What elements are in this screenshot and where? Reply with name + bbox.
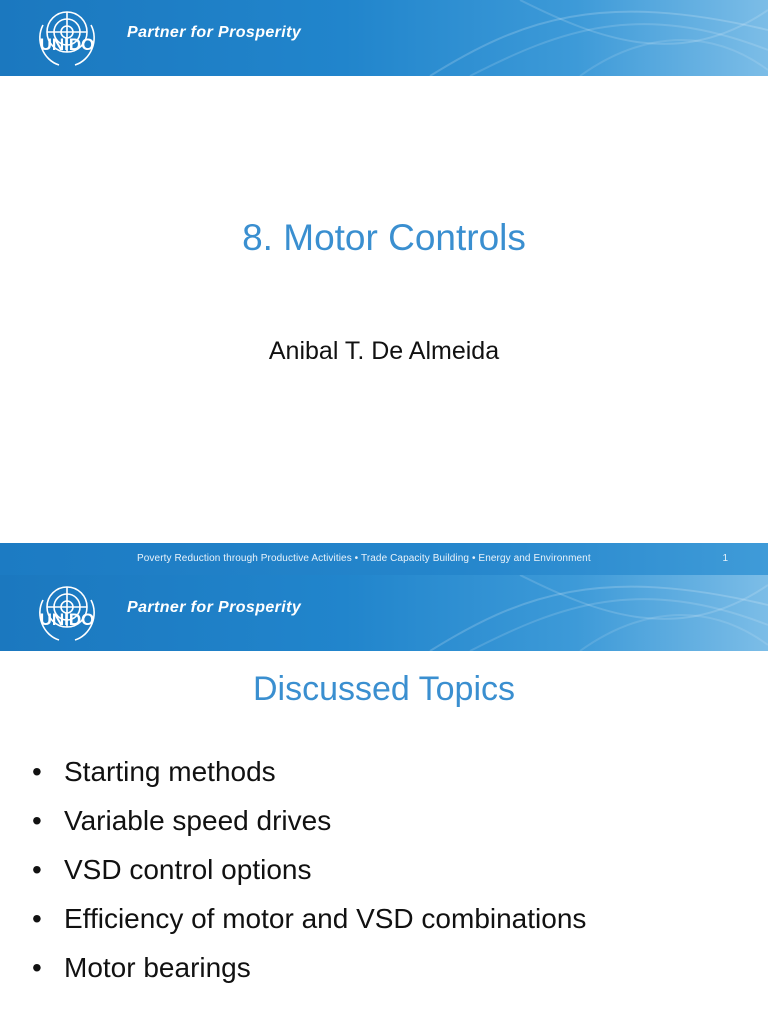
logo-text: UNIDO — [39, 35, 95, 54]
author-name: Anibal T. De Almeida — [268, 337, 500, 365]
list-item — [32, 747, 586, 796]
logo-text: UNIDO — [39, 610, 95, 629]
list-item-text: Variable speed drives — [64, 805, 332, 836]
list-item — [32, 845, 586, 894]
un-emblem-icon — [29, 5, 105, 71]
bullet-glyph: • — [32, 756, 42, 787]
page-number: 1 — [722, 553, 728, 564]
bullet-glyph: • — [32, 952, 42, 983]
list-item-text: VSD control options — [64, 854, 312, 885]
unido-logo — [29, 5, 105, 71]
unido-logo — [29, 580, 105, 646]
tagline: Partner for Prosperity — [127, 599, 302, 616]
list-item — [32, 943, 586, 992]
bullet-glyph: • — [32, 903, 42, 934]
list-item-text: Motor bearings — [64, 952, 251, 983]
topics-slide — [0, 575, 768, 1024]
list-item-text: Starting methods — [64, 756, 276, 787]
slide-title: 8. Motor Controls — [242, 217, 526, 258]
bullet-glyph: • — [32, 805, 42, 836]
footer-bar — [0, 543, 768, 575]
list-item — [32, 894, 586, 943]
header-banner — [0, 0, 768, 76]
list-item — [32, 796, 586, 845]
slide-title: Discussed Topics — [252, 670, 516, 708]
un-emblem-icon — [29, 580, 105, 646]
footer-text: Poverty Reduction through Productive Activities • Trade Capacity Building • Energy and Environment — [137, 553, 591, 564]
bullet-glyph: • — [32, 854, 42, 885]
topics-list — [32, 747, 586, 992]
tagline: Partner for Prosperity — [127, 24, 302, 41]
list-item-text: Efficiency of motor and VSD combinations — [64, 903, 587, 934]
header-banner — [0, 575, 768, 651]
decorative-swirl — [0, 575, 768, 651]
decorative-swirl — [0, 0, 768, 76]
